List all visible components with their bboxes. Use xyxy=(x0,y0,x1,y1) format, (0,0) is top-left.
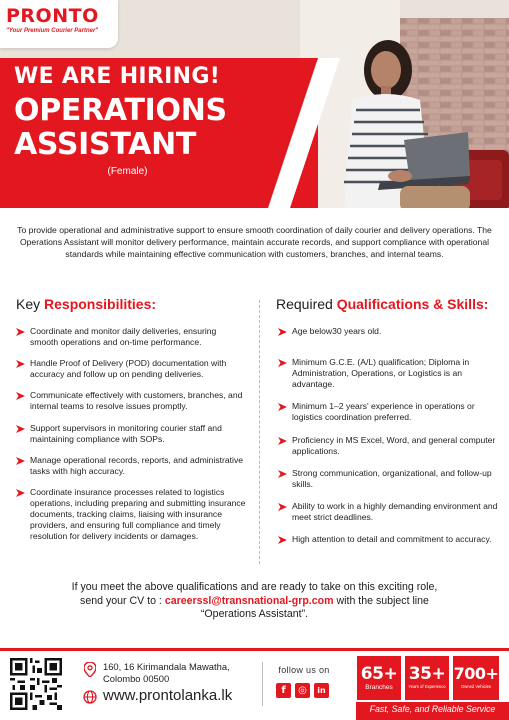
service-tagline: Fast, Safe, and Reliable Service xyxy=(369,704,496,714)
footer-divider xyxy=(0,648,509,651)
responsibility-text: Coordinate and monitor daily deliveries, ensuring smooth operations and on-time performance. xyxy=(30,326,217,348)
stat-value: 700+ xyxy=(453,664,499,683)
qualifications-list xyxy=(276,326,498,545)
footer-separator xyxy=(262,662,263,706)
qualification-text: Age below30 years old. xyxy=(292,326,382,336)
arrow-bullet-icon xyxy=(278,503,287,511)
stat-vehicles xyxy=(453,656,499,700)
responsibilities-heading xyxy=(16,296,156,312)
cta-line2-suffix: with the subject line xyxy=(333,594,429,607)
brand-name: PRONTO xyxy=(6,5,99,27)
stat-years xyxy=(405,656,449,700)
qualifications-heading-accent: Qualifications & Skills: xyxy=(336,296,489,312)
cta-line2 xyxy=(10,595,499,609)
arrow-bullet-icon xyxy=(16,392,25,400)
stat-label: Years of Experience xyxy=(408,684,446,689)
address-line2: Colombo 00500 xyxy=(103,673,170,684)
arrow-bullet-icon xyxy=(16,457,25,465)
responsibility-text: Support supervisors in monitoring courier staff and maintaining compliance with SOPs. xyxy=(30,422,222,444)
brand-tagline: "Your Premium Courier Partner" xyxy=(6,28,99,34)
arrow-bullet-icon xyxy=(16,360,25,368)
hiring-headline: WE ARE HIRING! xyxy=(14,64,221,89)
list-item xyxy=(276,501,498,523)
job-title-line1: OPERATIONS xyxy=(14,93,227,128)
list-item xyxy=(14,455,246,477)
arrow-bullet-icon xyxy=(278,359,287,367)
arrow-bullet-icon xyxy=(278,437,287,445)
address-line1: 160, 16 Kirimandala Mawatha, xyxy=(103,661,230,672)
qualification-text: Strong communication, organizational, and follow-up skills. xyxy=(292,467,492,489)
arrow-bullet-icon xyxy=(16,489,25,497)
list-item xyxy=(276,401,498,423)
responsibilities-heading-plain: Key xyxy=(16,296,45,312)
location-pin-icon xyxy=(84,662,96,677)
qualification-text: Minimum 1–2 years' experience in operations or logistics coordination preferred. xyxy=(292,401,475,423)
globe-icon xyxy=(83,690,97,704)
cta-line2-prefix: send your CV to : xyxy=(80,594,165,607)
office-address xyxy=(103,661,230,685)
application-email-link[interactable]: careerssl@transnational-grp.com xyxy=(164,594,334,607)
list-item xyxy=(14,423,246,445)
responsibility-text: Handle Proof of Delivery (POD) documentation with accuracy and follow up on pending deliveries. xyxy=(30,358,227,380)
list-item xyxy=(276,468,498,490)
list-item xyxy=(276,534,498,545)
hero-banner xyxy=(0,0,509,212)
follow-us-label: follow us on xyxy=(278,665,330,675)
list-item xyxy=(14,326,246,348)
job-title-line2: ASSISTANT xyxy=(14,127,197,162)
instagram-icon[interactable]: ◎ xyxy=(295,683,310,698)
arrow-bullet-icon xyxy=(278,328,287,336)
qualifications-heading xyxy=(276,296,488,312)
arrow-bullet-icon xyxy=(278,536,287,544)
brand-logo xyxy=(0,0,118,48)
arrow-bullet-icon xyxy=(16,328,25,336)
stat-label: Branches xyxy=(365,684,393,691)
facebook-icon[interactable]: f xyxy=(276,683,291,698)
stat-label: Owned Vehicles xyxy=(460,684,492,689)
job-summary: To provide operational and administrative support to ensure smooth coordination of daily courier and delivery operations. The Operations Assistant will monitor delivery performance, maintain accurate records, and support compliance with operational standards while maintaining effective communication with customers, branches, and internal teams. xyxy=(17,225,492,260)
list-item xyxy=(276,435,498,457)
qualification-text: High attention to detail and commitment to accuracy. xyxy=(292,534,492,545)
list-item xyxy=(14,487,246,542)
responsibilities-list xyxy=(14,326,246,542)
responsibility-text: Coordinate insurance processes related to logistics operations, including preparing and submitting insurance documents, tracking claims, liaising with insurance providers, and ensuring full compliance and timely resolution for delivery incidents or damages. xyxy=(30,486,246,542)
list-item xyxy=(14,358,246,380)
stat-value: 65+ xyxy=(360,664,398,684)
arrow-bullet-icon xyxy=(278,403,287,411)
cta-line1: If you meet the above qualifications and are ready to take on this exciting role, xyxy=(71,581,438,593)
linkedin-icon[interactable]: in xyxy=(314,683,329,698)
arrow-bullet-icon xyxy=(278,470,287,478)
responsibilities-heading-accent: Responsibilities: xyxy=(44,296,157,312)
cta-subject-line: “Operations Assistant”. xyxy=(200,608,309,621)
list-item xyxy=(14,390,246,412)
column-divider xyxy=(259,300,260,564)
application-instructions xyxy=(10,581,499,622)
qualification-text: Minimum G.C.E. (A/L) qualification; Diploma in Administration, Operations, or Logistics is an advantage. xyxy=(292,357,470,390)
qualifications-heading-plain: Required xyxy=(276,296,337,312)
responsibility-text: Communicate effectively with customers, branches, and internal teams to resolve issues promptly. xyxy=(30,390,243,412)
responsibility-text: Manage operational records, reports, and administrative tasks with high accuracy. xyxy=(30,454,244,476)
qualification-text: Proficiency in MS Excel, Word, and general computer applications. xyxy=(292,434,496,456)
gender-note: (Female) xyxy=(107,166,148,177)
website-link[interactable]: www.prontolanka.lk xyxy=(103,687,233,704)
list-item xyxy=(276,326,498,337)
qr-code[interactable] xyxy=(10,658,62,710)
stat-branches xyxy=(357,656,401,700)
stat-value: 35+ xyxy=(408,664,446,684)
arrow-bullet-icon xyxy=(16,425,25,433)
list-item xyxy=(276,357,498,390)
qualification-text: Ability to work in a highly demanding environment and meet strict deadlines. xyxy=(292,500,498,523)
